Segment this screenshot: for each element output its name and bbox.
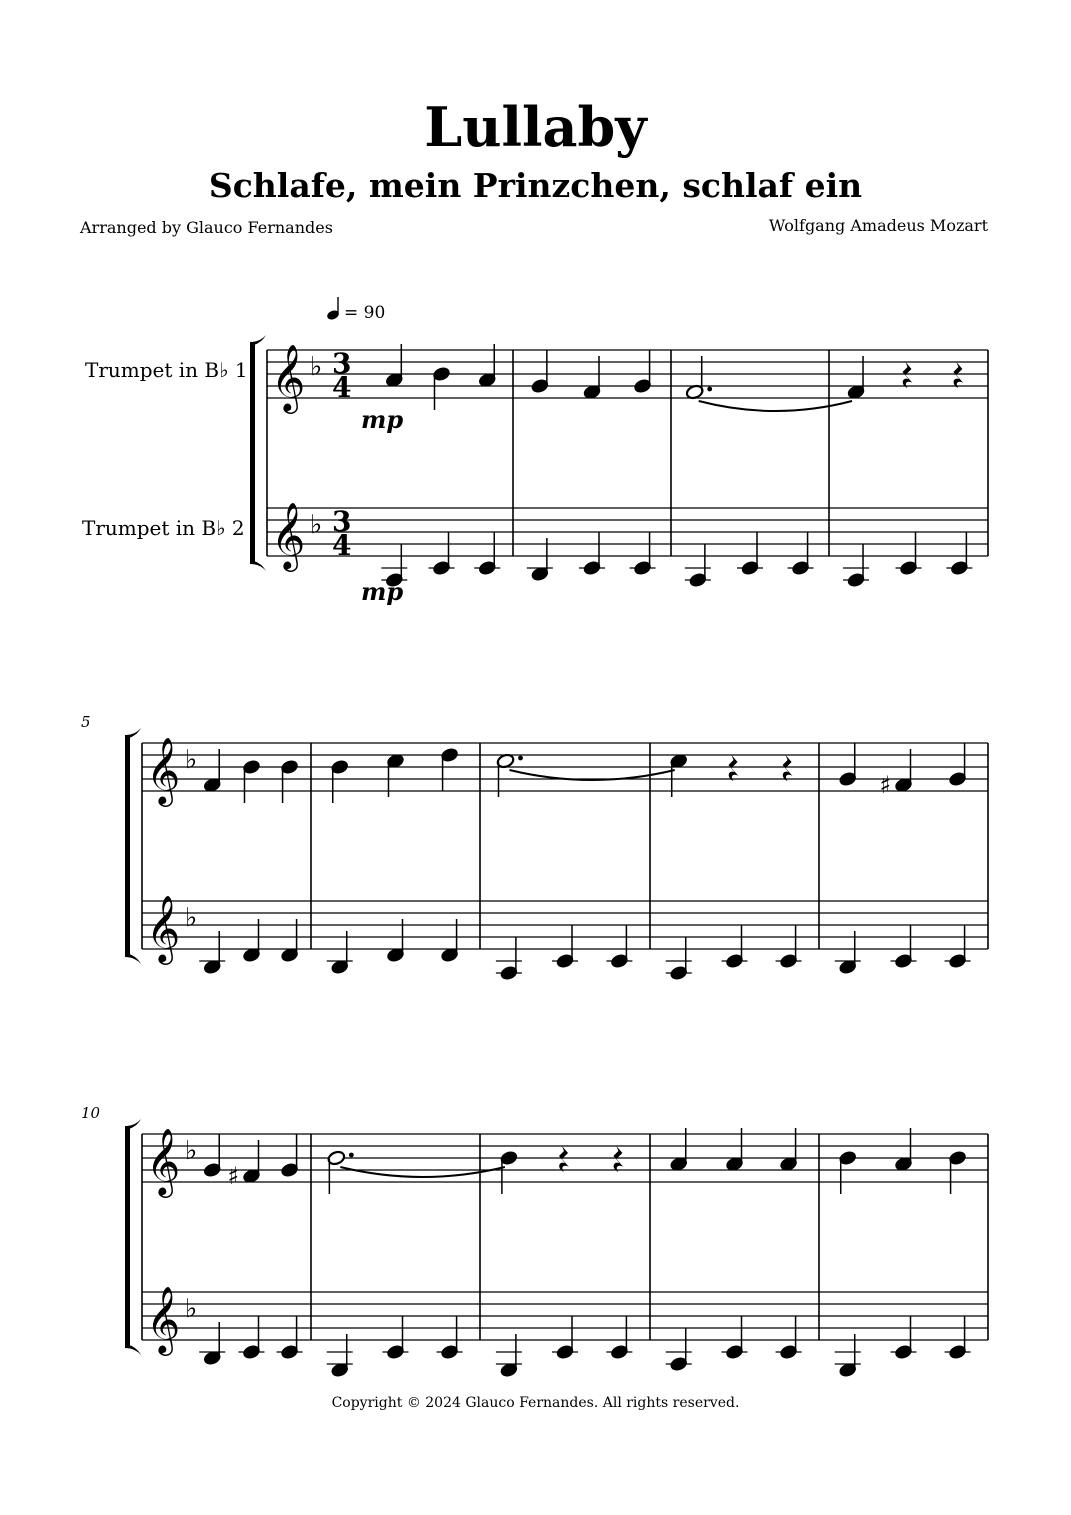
bracket-bottom-hook: [250, 560, 266, 571]
dynamic-marking: mp: [361, 577, 404, 606]
bracket-top-hook: [125, 1119, 141, 1130]
key-signature-flat-icon: ♭: [185, 1294, 198, 1324]
score-subtitle: Schlafe, mein Prinzchen, schlaf ein: [208, 166, 863, 205]
treble-clef-icon: 𝄞: [146, 736, 181, 804]
quarter-rest-icon: [729, 755, 739, 781]
quarter-rest-icon: [783, 755, 793, 781]
treble-clef-icon: 𝄞: [146, 1285, 181, 1353]
arranger-credit: Arranged by Glauco Fernandes: [80, 218, 333, 237]
system-bracket: [125, 1126, 130, 1348]
measure-number: 10: [81, 1104, 101, 1122]
treble-clef-icon: 𝄞: [146, 894, 181, 962]
instrument-label-trumpet-2: Trumpet in B♭ 2: [82, 516, 245, 540]
sharp-accidental-icon: ♯: [227, 1162, 240, 1190]
quarter-rest-icon: [903, 362, 913, 388]
bracket-bottom-hook: [125, 1344, 141, 1355]
score-title: Lullaby: [424, 95, 647, 159]
quarter-rest-icon: [613, 1146, 623, 1172]
treble-clef-icon: 𝄞: [271, 343, 306, 411]
treble-clef-icon: 𝄞: [271, 501, 306, 569]
bracket-top-hook: [125, 728, 141, 739]
key-signature-flat-icon: ♭: [310, 510, 323, 540]
instrument-label-trumpet-1: Trumpet in B♭ 1: [85, 358, 248, 382]
key-signature-flat-icon: ♭: [185, 903, 198, 933]
measure-number: 5: [81, 713, 91, 731]
copyright-notice: Copyright © 2024 Glauco Fernandes. All rights reserved.: [331, 1395, 740, 1411]
system-bracket: [250, 342, 255, 564]
time-signature-bottom: 4: [332, 371, 352, 404]
time-signature-top: 3: [332, 505, 352, 538]
bracket-bottom-hook: [125, 953, 141, 964]
quarter-rest-icon: [953, 362, 963, 388]
treble-clef-icon: 𝄞: [146, 1127, 181, 1195]
key-signature-flat-icon: ♭: [185, 745, 198, 775]
augmentation-dot: [349, 1153, 354, 1158]
composer-credit: Wolfgang Amadeus Mozart: [768, 216, 988, 235]
time-signature-top: 3: [332, 347, 352, 380]
system-bracket: [125, 735, 130, 957]
augmentation-dot: [518, 756, 523, 761]
bracket-top-hook: [250, 335, 266, 346]
augmentation-dot: [707, 387, 712, 392]
key-signature-flat-icon: ♭: [185, 1136, 198, 1166]
sharp-accidental-icon: ♯: [879, 771, 892, 799]
key-signature-flat-icon: ♭: [310, 352, 323, 382]
dynamic-marking: mp: [361, 405, 404, 434]
quarter-rest-icon: [559, 1146, 569, 1172]
time-signature-bottom: 4: [332, 529, 352, 562]
tempo-marking: = 90: [344, 303, 386, 323]
